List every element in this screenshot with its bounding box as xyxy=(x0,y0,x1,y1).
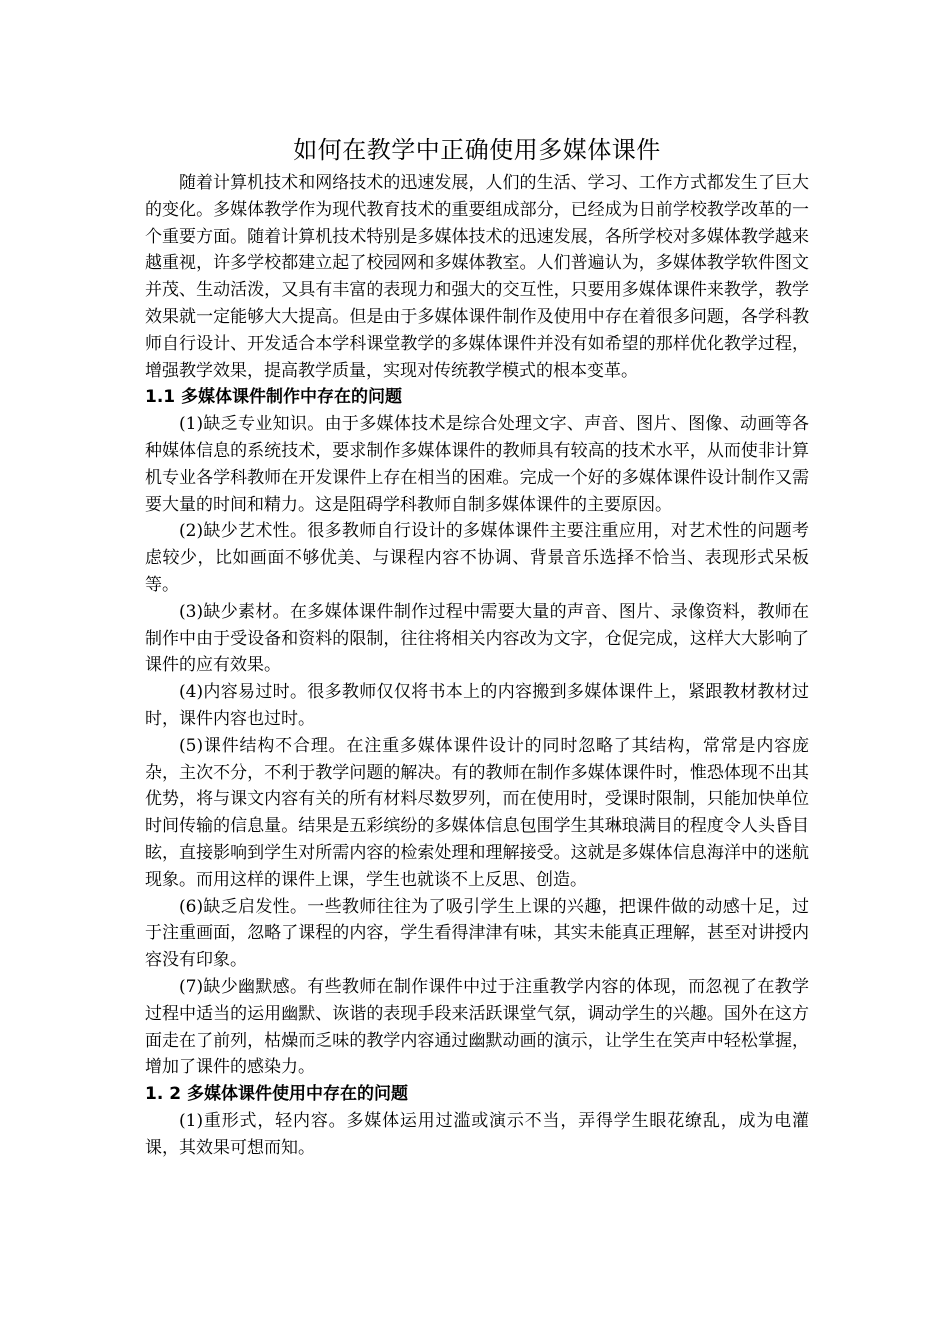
section1-paragraph-7: (7)缺少幽默感。有些教师在制作课件中过于注重教学内容的体现，而忽视了在教学过程中适当的运用幽默、诙谐的表现手段来活跃课堂气氛，调动学生的兴趣。国外在这方面走在了前列，枯燥而乏味的教学内容通过幽默动画的演示，让学生在笑声中轻松掌握，增加了课件的感染力。 xyxy=(145,976,809,1078)
section1-paragraph-1: (1)缺乏专业知识。由于多媒体技术是综合处理文字、声音、图片、图像、动画等各种媒体信息的系统技术，要求制作多媒体课件的教师具有较高的技术水平，从而使非计算机专业各学科教师在开发课件上存在相当的困难。完成一个好的多媒体课件设计制作又需要大量的时间和精力。这是阻碍学科教师自制多媒体课件的主要原因。 xyxy=(145,414,809,515)
section1-paragraph-3: (3)缺少素材。在多媒体课件制作过程中需要大量的声音、图片、录像资料，教师在制作中由于受设备和资料的限制，往往将相关内容改为文字，仓促完成，这样大大影响了课件的应有效果。 xyxy=(145,601,809,676)
section2-paragraph-1: (1)重形式，轻内容。多媒体运用过滥或演示不当，弄得学生眼花缭乱，成为电灌课，其效果可想而知。 xyxy=(145,1110,809,1158)
section1-paragraph-6: (6)缺乏启发性。一些教师往往为了吸引学生上课的兴趣，把课件做的动感十足，过于注重画面，忽略了课程的内容，学生看得津津有味，其实未能真正理解，甚至对讲授内容没有印象。 xyxy=(145,896,809,971)
section-heading-1-1: 1.1 多媒体课件制作中存在的问题 xyxy=(145,387,403,408)
section1-paragraph-4: (4)内容易过时。很多教师仅仅将书本上的内容搬到多媒体课件上，紧跟教材教材过时，课件内容也过时。 xyxy=(145,682,809,729)
document-page xyxy=(145,132,809,1161)
document-title: 如何在教学中正确使用多媒体课件 xyxy=(293,136,661,164)
section1-paragraph-5: (5)课件结构不合理。在注重多媒体课件设计的同时忽略了其结构，常常是内容庞杂，主次不分，不利于教学问题的解决。有的教师在制作多媒体课件时，惟恐体现不出其优势，将与课文内容有关的所有材料尽数罗列，而在使用时，受课时限制，只能加快单位时间传输的信息量。结果是五彩缤纷的多媒体信息包围学生其琳琅满目的程度令人头昏目眩，直接影响到学生对所需内容的检索处理和理解接受。这就是多媒体信息海洋中的迷航现象。而用这样的课件上课，学生也就谈不上反思、创造。 xyxy=(145,735,809,890)
section1-paragraph-2: (2)缺少艺术性。很多教师自行设计的多媒体课件主要注重应用，对艺术性的问题考虑较少，比如画面不够优美、与课程内容不协调、背景音乐选择不恰当、表现形式呆板等。 xyxy=(145,521,809,595)
section-heading-1-2: 1. 2 多媒体课件使用中存在的问题 xyxy=(145,1084,408,1105)
intro-paragraph: 随着计算机技术和网络技术的迅速发展，人们的生活、学习、工作方式都发生了巨大的变化。多媒体教学作为现代教育技术的重要组成部分，已经成为日前学校教学改革的一个重要方面。随着计算机技术特别是多媒体技术的迅速发展，各所学校对多媒体教学越来越重视，许多学校都建立起了校园网和多媒体教室。人们普遍认为，多媒体教学软件图文并茂、生动活泼，又具有丰富的表现力和强大的交互性，只要用多媒体课件来教学，教学效果就一定能够大大提高。但是由于多媒体课件制作及使用中存在着很多问题，各学科教师自行设计、开发适合本学科课堂教学的多媒体课件并没有如希望的那样优化教学过程，增强教学效果，提高教学质量，实现对传统教学模式的根本变革。 xyxy=(145,173,809,381)
